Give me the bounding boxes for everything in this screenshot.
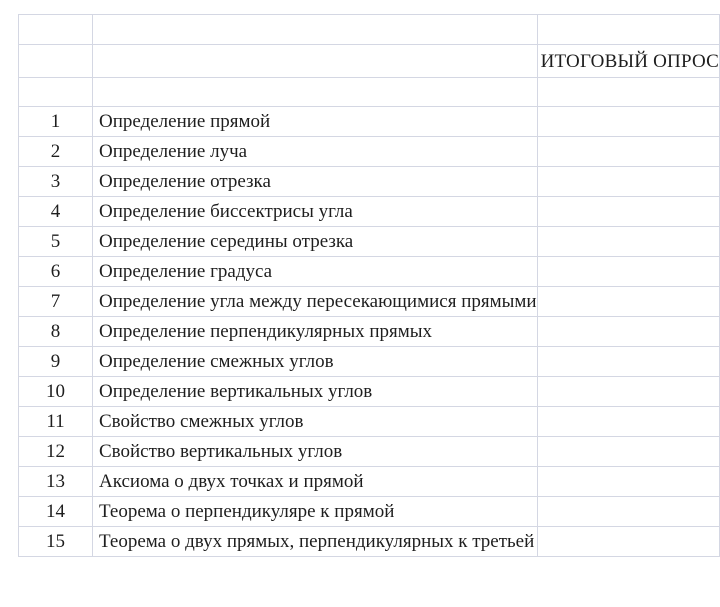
text-cell[interactable] [93, 227, 538, 257]
row-number: 6 [50, 261, 61, 282]
number-cell[interactable] [19, 107, 93, 137]
text-cell[interactable] [93, 347, 538, 377]
row-number: 13 [46, 471, 65, 492]
row-text: Определение середины отрезка [99, 231, 354, 252]
table-row [19, 107, 720, 137]
table-row [19, 497, 720, 527]
row-text: Определение смежных углов [99, 351, 334, 372]
row-number: 3 [50, 171, 61, 192]
table-row [19, 347, 720, 377]
cell[interactable] [537, 287, 719, 317]
row-text: Определение градуса [99, 261, 273, 282]
cell[interactable] [537, 197, 719, 227]
row-text: Определение прямой [99, 111, 271, 132]
title-row [19, 45, 720, 78]
cell[interactable] [537, 407, 719, 437]
row-text: Теорема о двух прямых, перпендикулярных к третьей [99, 531, 535, 552]
row-number: 10 [46, 381, 65, 402]
text-cell[interactable] [93, 137, 538, 167]
title-cell[interactable] [537, 45, 719, 78]
row-number: 7 [50, 291, 61, 312]
cell[interactable] [537, 437, 719, 467]
row-text: Свойство смежных углов [99, 411, 304, 432]
row-number: 2 [50, 141, 61, 162]
number-cell[interactable] [19, 377, 93, 407]
cell[interactable] [537, 377, 719, 407]
text-cell[interactable] [93, 197, 538, 227]
row-text: Определение перпендикулярных прямых [99, 321, 433, 342]
table-row [19, 287, 720, 317]
row-number: 14 [46, 501, 65, 522]
cell[interactable] [537, 167, 719, 197]
number-cell[interactable] [19, 137, 93, 167]
cell[interactable] [537, 527, 719, 557]
number-cell[interactable] [19, 527, 93, 557]
table-row [19, 227, 720, 257]
table-row [19, 257, 720, 287]
text-cell[interactable] [93, 287, 538, 317]
cell[interactable] [537, 15, 719, 45]
cell[interactable] [537, 497, 719, 527]
cell[interactable] [93, 78, 538, 107]
row-number: 15 [46, 531, 65, 552]
number-cell[interactable] [19, 497, 93, 527]
empty-row [19, 78, 720, 107]
row-text: Определение луча [99, 141, 248, 162]
row-text: Аксиома о двух точках и прямой [99, 471, 364, 492]
page-title: ИТОГОВЫЙ ОПРОС [540, 50, 719, 72]
row-number: 1 [50, 111, 61, 132]
cell[interactable] [93, 15, 538, 45]
table-row [19, 167, 720, 197]
cell[interactable] [537, 107, 719, 137]
number-cell[interactable] [19, 407, 93, 437]
table-row [19, 407, 720, 437]
row-text: Определение вертикальных углов [99, 381, 373, 402]
cell[interactable] [537, 227, 719, 257]
number-cell[interactable] [19, 167, 93, 197]
row-text: Определение отрезка [99, 171, 271, 192]
text-cell[interactable] [93, 167, 538, 197]
row-number: 12 [46, 441, 65, 462]
table-row [19, 137, 720, 167]
row-text: Определение биссектрисы угла [99, 201, 353, 222]
cell[interactable] [19, 78, 93, 107]
number-cell[interactable] [19, 227, 93, 257]
row-number: 8 [50, 321, 61, 342]
cell[interactable] [19, 15, 93, 45]
table-row [19, 197, 720, 227]
cell[interactable] [537, 317, 719, 347]
number-cell[interactable] [19, 467, 93, 497]
text-cell[interactable] [93, 257, 538, 287]
cell[interactable] [19, 45, 93, 78]
row-number: 5 [50, 231, 61, 252]
survey-table [18, 14, 720, 557]
cell[interactable] [537, 137, 719, 167]
text-cell[interactable] [93, 527, 538, 557]
text-cell[interactable] [93, 407, 538, 437]
text-cell[interactable] [93, 497, 538, 527]
cell[interactable] [537, 347, 719, 377]
empty-row [19, 15, 720, 45]
row-text: Свойство вертикальных углов [99, 441, 343, 462]
table-row [19, 467, 720, 497]
row-number: 4 [50, 201, 61, 222]
row-text: Определение угла между пересекающимися прямыми [99, 291, 537, 312]
text-cell[interactable] [93, 377, 538, 407]
number-cell[interactable] [19, 347, 93, 377]
text-cell[interactable] [93, 437, 538, 467]
text-cell[interactable] [93, 317, 538, 347]
cell[interactable] [93, 45, 538, 78]
number-cell[interactable] [19, 197, 93, 227]
number-cell[interactable] [19, 317, 93, 347]
table-row [19, 437, 720, 467]
number-cell[interactable] [19, 257, 93, 287]
row-number: 11 [46, 411, 65, 432]
table-row [19, 527, 720, 557]
table-row [19, 377, 720, 407]
cell[interactable] [537, 257, 719, 287]
text-cell[interactable] [93, 467, 538, 497]
cell[interactable] [537, 467, 719, 497]
table-row [19, 317, 720, 347]
row-number: 9 [50, 351, 61, 372]
number-cell[interactable] [19, 437, 93, 467]
text-cell[interactable] [93, 107, 538, 137]
row-text: Теорема о перпендикуляре к прямой [99, 501, 395, 522]
number-cell[interactable] [19, 287, 93, 317]
cell[interactable] [537, 78, 719, 107]
